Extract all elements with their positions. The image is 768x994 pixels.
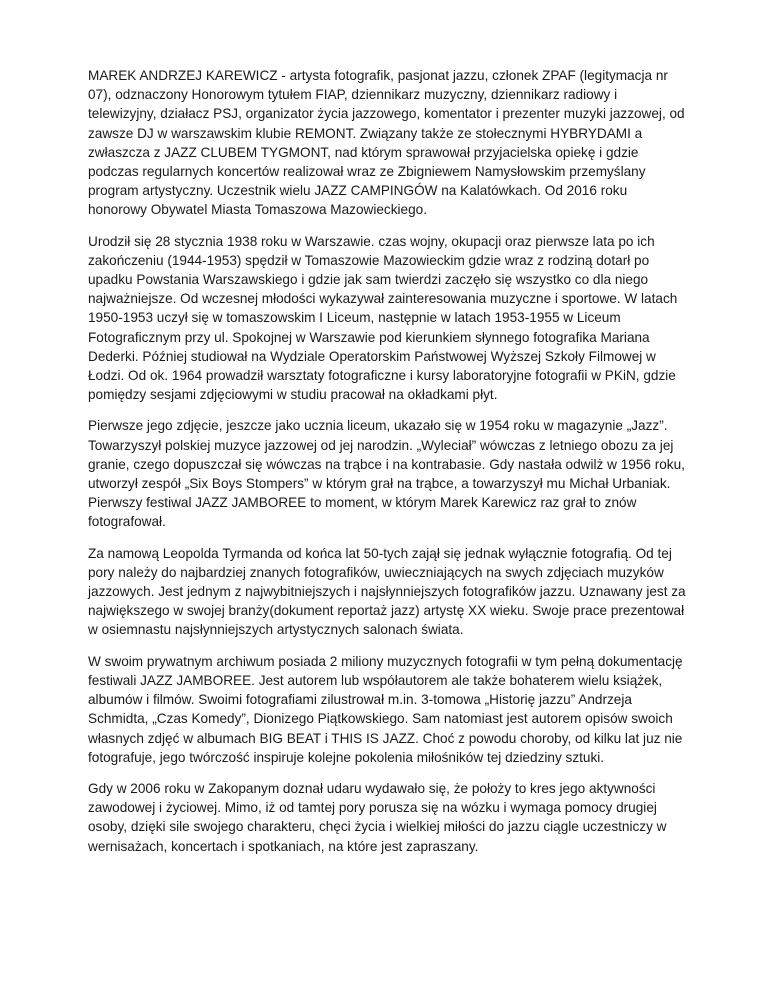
paragraph-archive: W swoim prywatnym archiwum posiada 2 miliony muzycznych fotografii w tym pełną dokumentację festiwali JAZZ JAMBOREE. Jest autorem lub współautorem ale także bohaterem wielu książek, albumów i filmów. Swoimi fotografiami zilustrował m.in. 3-tomowa „Historię jazzu” Andrzeja Schmidta, „Czas Komedy”, Dionizego Piątkowskiego. Sam natomiast jest autorem opisów swoich własnych zdjęć w albumach BIG BEAT i THIS IS JAZZ. Choć z powodu choroby, od kilku lat juz nie fotografuje, jego twórczość inspiruje kolejne pokolenia miłośników tej dziedziny sztuki. xyxy=(88,653,683,765)
paragraph-first-photo: Pierwsze jego zdjęcie, jeszcze jako ucznia liceum, ukazało się w 1954 roku w magazynie „Jazz”. Towarzyszył polskiej muzyce jazzowej od jej narodzin. „Wyleciał” wówczas z letniego obozu za jej granie, czego dopuszczał się wówczas na trąbce i na kontrabasie. Gdy nastała odwilż w 1956 roku, utworzył zespół „Six Boys Stompers” w którym grał na trąbce, a towarzyszył mu Michał Urbaniak. Pierwszy festiwal JAZZ JAMBOREE to moment, w którym Marek Karewicz raz grał to znów fotografował. xyxy=(88,418,685,530)
paragraph-biography: Urodził się 28 stycznia 1938 roku w Warszawie. czas wojny, okupacji oraz pierwsze lata po ich zakończeniu (1944-1953) spędził w Tomaszowie Mazowieckim gdzie wraz z rodziną dotarł po upadku Powstania Warszawskiego i gdzie jak sam twierdzi zaczęło się wszystko co dla niego najważniejsze. Od wczesnej młodości wykazywał zainteresowania muzyczne i sportowe. W latach 1950-1953 uczył się w tomaszowskim I Liceum, następnie w latach 1953-1955 w Liceum Fotograficznym przy ul. Spokojnej w Warszawie pod kierunkiem słynnego fotografika Mariana Dederki. Później studiował na Wydziale Operatorskim Państwowej Wyższej Szkoły Filmowej w Łodzi. Od ok. 1964 prowadził warsztaty fotograficzne i kursy laboratoryjne fotografii w PKiN, gdzie pomiędzy sesjami zdjęciowymi w studiu pracował na okładkami płyt. xyxy=(88,233,678,403)
document-page xyxy=(88,66,688,868)
paragraph-intro: MAREK ANDRZEJ KAREWICZ - artysta fotografik, pasjonat jazzu, członek ZPAF (legitymacja nr 07), odznaczony Honorowym tytułem FIAP, dziennikarz muzyczny, dziennikarz radiowy i telewizyjny, działacz PSJ, organizator życia jazzowego, komentator i prezenter muzyki jazzowej, od zawsze DJ w warszawskim klubie REMONT. Związany także ze stołecznymi HYBRYDAMI a zwłaszcza z JAZZ CLUBEM TYGMONT, nad którym sprawował przyjacielska opiekę i gdzie podczas regularnych koncertów realizował wraz ze Zbigniewem Namysłowskim przemyślany program artystyczny. Uczestnik wielu JAZZ CAMPINGÓW na Kalatówkach. Od 2016 roku honorowy Obywatel Miasta Tomaszowa Mazowieckiego. xyxy=(88,68,685,218)
paragraph-photography-career: Za namową Leopolda Tyrmanda od końca lat 50-tych zajął się jednak wyłącznie fotografią. Od tej pory należy do najbardziej znanych fotografików, uwieczniających na swych zdjęciach muzyków jazzowych. Jest jednym z najwybitniejszych i najsłynniejszych fotografików jazzu. Uznawany jest za największego w swojej branży(dokument reportaż jazz) artystę XX wieku. Swoje prace prezentował w osiemnastu najsłynniejszych artystycznych salonach świata. xyxy=(88,545,686,638)
paragraph-later-life: Gdy w 2006 roku w Zakopanym doznał udaru wydawało się, że położy to kres jego aktywności zawodowej i życiowej. Mimo, iż od tamtej pory porusza się na wózku i wymaga pomocy drugiej osoby, dzięki sile swojego charakteru, chęci życia i wielkiej miłości do jazzu ciągle uczestniczy w wernisażach, koncertach i spotkaniach, na które jest zapraszany. xyxy=(88,780,667,854)
